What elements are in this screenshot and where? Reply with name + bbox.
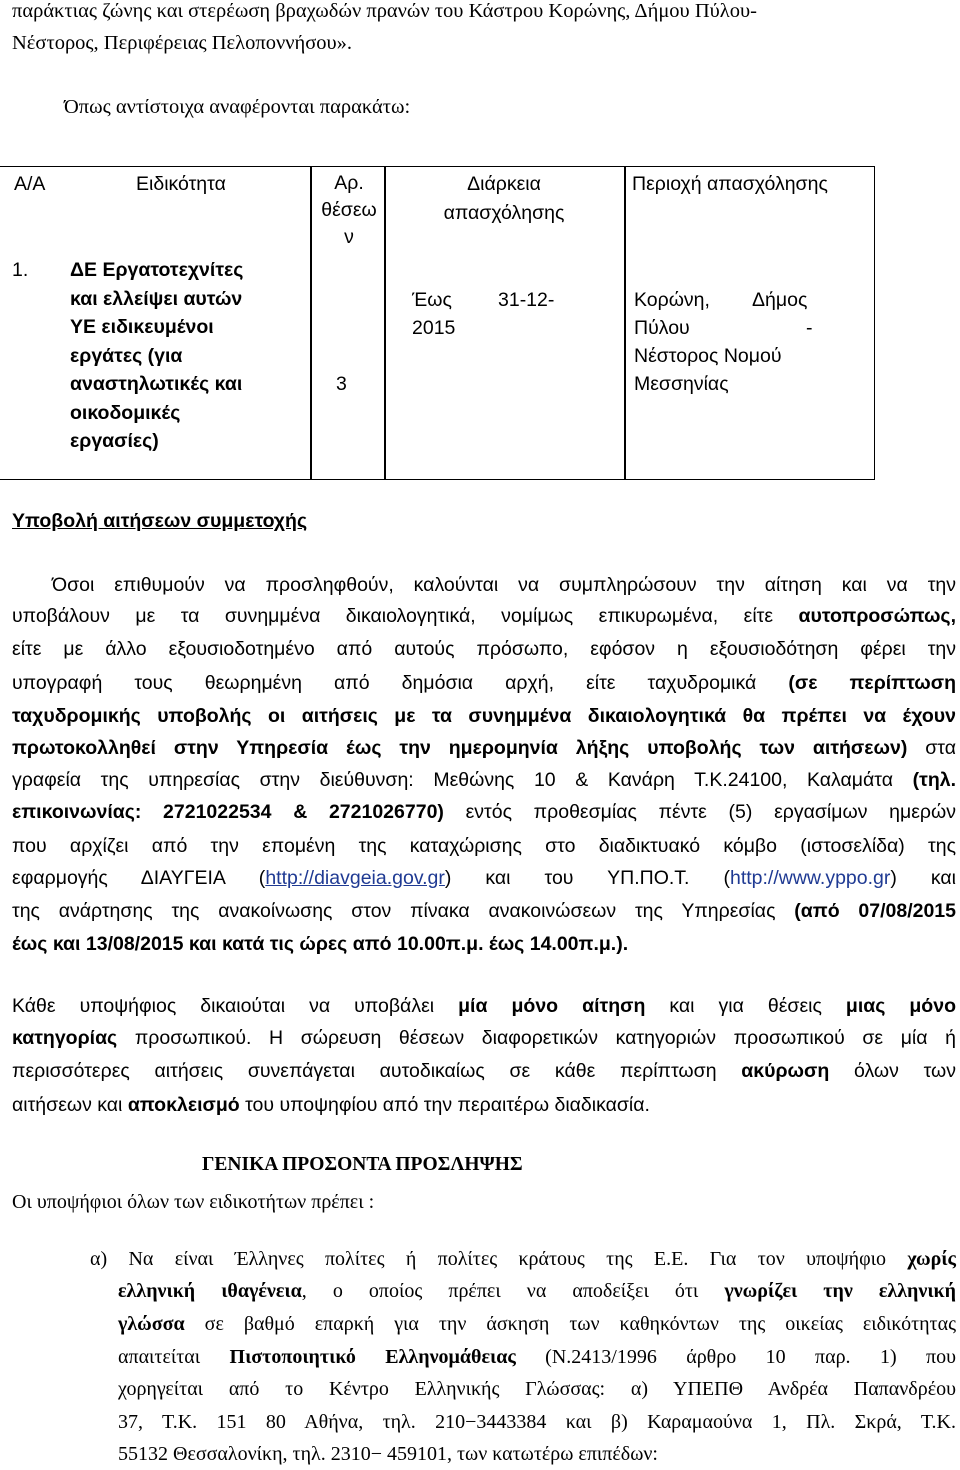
p1-bold: (από 07/08/2015 xyxy=(794,900,956,922)
p2-bold: αποκλεισμό xyxy=(127,1094,240,1116)
yppo-link[interactable]: http://www.yppo.gr xyxy=(729,867,891,889)
header-duration-line: απασχόλησης xyxy=(443,201,565,224)
diavgeia-link[interactable]: http://diavgeia.gov.gr xyxy=(265,867,445,889)
general-intro: Οι υποψήφιοι όλων των ειδικοτήτων πρέπει : xyxy=(12,1191,375,1213)
p2-text: του υποψηφίου από την περαιτέρω διαδικασία. xyxy=(239,1094,650,1116)
row-aa: 1. xyxy=(12,259,29,281)
p1-line: Όσοι επιθυμούν να προσληφθούν, καλούνται να συμπληρώσουν την αίτηση και να την xyxy=(52,574,956,596)
p1-text: εφαρμογής ΔΙΑΥΓΕΙΑ ( xyxy=(12,867,266,889)
p1-line: είτε με άλλο εξουσιοδοτημένο από αυτούς πρόσωπο, εφόσον η εξουσιοδότηση φέρει την xyxy=(12,638,956,660)
row-duration-word: Έως xyxy=(412,289,452,311)
header-positions-line: θέσεω xyxy=(321,199,377,221)
specialty-line: οικοδομικές xyxy=(70,401,181,424)
item-a-line: 37, Τ.Κ. 151 80 Αθήνα, τηλ. 210−3443384 και β) Καραμαούνα 1, Πλ. Σκρά, Τ.Κ. xyxy=(118,1411,956,1433)
row-area-4: Μεσσηνίας xyxy=(634,373,729,395)
header-area: Περιοχή απασχόλησης xyxy=(632,173,828,195)
header-positions-line: ν xyxy=(344,226,354,248)
p2-bold: ακύρωση xyxy=(741,1060,830,1082)
p1-bold: επικοινωνίας: 2721022534 & 2721026770) xyxy=(12,801,444,823)
p1-line xyxy=(12,605,956,628)
p2-bold: μία μόνο αίτηση xyxy=(458,995,646,1017)
p1-text: υπογραφή τους θεωρημένη από δημόσια αρχή, είτε ταχυδρομικά xyxy=(12,672,789,694)
specialty-line: ΔΕ Εργατοτεχνίτες xyxy=(70,259,244,281)
item-a-bold: χωρίς xyxy=(907,1248,956,1270)
item-a-bold: ελληνική ιθαγένεια xyxy=(118,1280,302,1302)
specialty-line: ΥΕ ειδικευμένοι xyxy=(70,316,214,338)
p1-bold: αυτοπροσώπως, xyxy=(798,605,956,627)
item-a-text: σε βαθμό επαρκή για την άσκηση των καθηκόντων της οικείας ειδικότητας xyxy=(184,1313,956,1335)
item-a-text: α) Να είναι Έλληνες πολίτες ή πολίτες κράτους της Ε.Ε. Για τον υποψήφιο xyxy=(90,1248,908,1270)
p1-line: ταχυδρομικής υποβολής οι αιτήσεις με τα συνημμένα δικαιολογητικά θα πρέπει να έχουν xyxy=(12,705,956,727)
header-positions-line: Αρ. xyxy=(334,172,364,194)
p2-bold: κατηγορίας xyxy=(12,1027,118,1049)
item-a-line: χορηγείται από το Κέντρο Ελληνικής Γλώσσας: α) ΥΠΕΠΘ Ανδρέα Παπανδρέου xyxy=(118,1378,956,1400)
item-a-line xyxy=(90,1248,956,1271)
p1-line xyxy=(12,737,956,760)
p1-text: γραφεία της υπηρεσίας στην διεύθυνση: Μεθώνης 10 & Κανάρη Τ.Κ.24100, Καλαμάτα xyxy=(12,769,913,791)
table-divider xyxy=(624,166,626,479)
intro-line-2: Νέστορος, Περιφέρειας Πελοποννήσου». xyxy=(12,32,353,54)
table-divider xyxy=(310,166,312,479)
p1-line xyxy=(12,900,956,923)
p1-bold: πρωτοκολληθεί στην Υπηρεσία έως την ημερομηνία λήξης υποβολής των αιτήσεων) xyxy=(12,737,908,759)
item-a-line: 55132 Θεσσαλονίκη, τηλ. 2310− 459101, των κατωτέρω επιπέδων: xyxy=(118,1443,658,1465)
submission-heading: Υποβολή αιτήσεων συμμετοχής xyxy=(12,510,308,532)
item-a-bold: Πιστοποιητικό Ελληνομάθειας xyxy=(229,1346,516,1368)
p1-line xyxy=(12,801,956,824)
p2-line xyxy=(12,1060,956,1083)
p1-line xyxy=(12,769,956,792)
p1-bold: (τηλ. xyxy=(912,769,956,791)
row-area-2a: Πύλου xyxy=(634,317,690,339)
header-positions xyxy=(316,170,382,251)
p1-text: της ανάρτησης της ανακοίνωσης στον πίνακα ανακοινώσεων της Υπηρεσίας xyxy=(12,900,795,922)
row-duration-year: 2015 xyxy=(412,317,456,339)
general-heading: ΓΕΝΙΚΑ ΠΡΟΣΟΝΤΑ ΠΡΟΣΛΗΨΗΣ xyxy=(202,1154,523,1175)
item-a-line xyxy=(118,1346,956,1369)
p2-text: περισσότερες αιτήσεις συνεπάγεται αυτοδικαίως σε κάθε περίπτωση xyxy=(12,1060,742,1082)
item-a-text: , ο οποίος πρέπει να αποδείξει ότι xyxy=(301,1280,725,1302)
specialty-line: εργασίες) xyxy=(70,430,159,452)
item-a-bold: γνωρίζει την ελληνική xyxy=(724,1280,957,1302)
p2-text: και για θέσεις xyxy=(645,995,846,1017)
p1-line: έως και 13/08/2015 και κατά τις ώρες από 10.00π.μ. έως 14.00π.μ.). xyxy=(12,933,629,955)
p2-bold: μιας μόνο xyxy=(845,995,956,1017)
p1-text: ) και xyxy=(890,867,957,889)
p2-text: όλων των xyxy=(829,1060,957,1082)
header-specialty: Ειδικότητα xyxy=(136,173,226,195)
row-area-1a: Κορώνη, xyxy=(634,289,710,311)
row-positions: 3 xyxy=(336,373,347,395)
p2-line xyxy=(12,1094,956,1117)
item-a-text: απαιτείται xyxy=(118,1346,230,1368)
row-duration-date: 31-12- xyxy=(498,289,555,311)
p1-text: στα xyxy=(907,737,956,759)
intro-line-1: παράκτιας ζώνης και στερέωση βραχωδών πρανών του Κάστρου Κορώνης, Δήμου Πύλου- xyxy=(12,0,757,22)
p1-text: εντός προθεσμίας πέντε (5) εργασίμων ημερών xyxy=(443,801,956,823)
p1-line xyxy=(12,672,956,695)
p1-line: που αρχίζει από την επομένη της καταχώρισης στο διαδικτυακό κόμβο (ιστοσελίδα) της xyxy=(12,835,956,857)
specialty-line: εργάτες (για xyxy=(70,344,183,367)
item-a-text: (Ν.2413/1996 άρθρο 10 παρ. 1) που xyxy=(515,1346,956,1368)
specialty-line: αναστηλωτικές και xyxy=(70,373,243,395)
header-duration-line: Διάρκεια xyxy=(467,173,541,195)
row-area-1b: Δήμος xyxy=(752,289,808,311)
p2-text: Κάθε υποψήφιος δικαιούται να υποβάλει xyxy=(12,995,459,1017)
p2-line xyxy=(12,1027,956,1050)
p2-text: αιτήσεων και xyxy=(12,1094,128,1116)
intro-line-3: Όπως αντίστοιχα αναφέρονται παρακάτω: xyxy=(64,96,411,118)
row-specialty xyxy=(70,256,243,456)
p1-line xyxy=(12,867,956,890)
p1-text: υποβάλουν με τα συνημμένα δικαιολογητικά, νομίμως επικυρωμένα, είτε xyxy=(12,605,799,627)
p1-bold: (σε περίπτωση xyxy=(788,672,956,694)
item-a-line xyxy=(118,1313,956,1336)
p2-line xyxy=(12,995,956,1018)
header-duration xyxy=(386,170,622,227)
p1-text: ) και του ΥΠ.ΠΟ.Τ. ( xyxy=(444,867,730,889)
item-a-line xyxy=(118,1280,956,1303)
header-aa: Α/Α xyxy=(14,173,46,195)
row-area-2b: - xyxy=(806,317,813,339)
row-area-3: Νέστορος Νομού xyxy=(634,345,782,367)
p2-text: προσωπικού. Η σώρευση θέσεων διαφορετικών κατηγοριών προσωπικού σε μία ή xyxy=(117,1027,956,1049)
item-a-bold: γλώσσα xyxy=(118,1313,185,1335)
specialty-line: και ελλείψει αυτών xyxy=(70,287,243,310)
